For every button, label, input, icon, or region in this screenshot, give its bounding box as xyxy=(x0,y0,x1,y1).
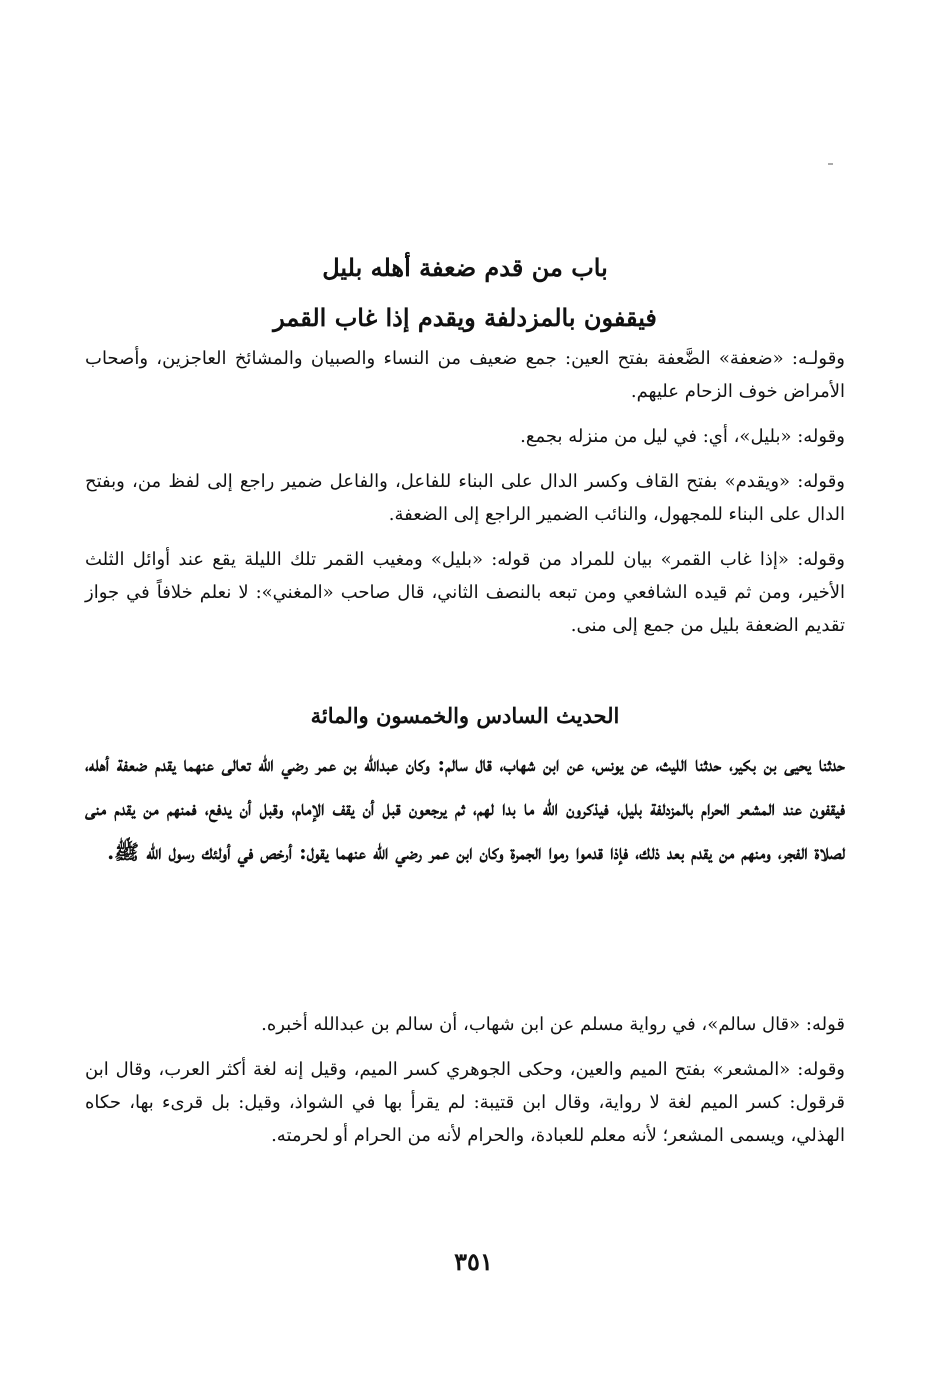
commentary-block-2 xyxy=(85,1008,845,1152)
chapter-title-line2: فيقفون بالمزدلفة ويقدم إذا غاب القمر xyxy=(273,303,657,332)
commentary-paragraph: وقولـه: «ضعفة» الضَّعفة بفتح العين: جمع ضعيف من النساء والصبيان والمشائخ العاجزين، وأصحاب الأمراض خوف الزحام عليهم. xyxy=(85,348,845,402)
commentary-paragraph: وقوله: «بليل»، أي: في ليل من منزله بجمع. xyxy=(520,426,845,447)
hadith-block xyxy=(85,742,845,874)
hadith-heading: الحديث السادس والخمسون والمائة xyxy=(310,703,620,728)
commentary-paragraph: وقوله: «المشعر» بفتح الميم والعين، وحكى الجوهري كسر الميم، وقيل إنه لغة أكثر العرب، وقال ابن قرقول: كسر الميم لغة لا رواية، وقال ابن قتيبة: لم يقرأ بها في الشواذ، وقيل: بل قرىء بها، حكاه الهذلي، ويسمى المشعر؛ لأنه معلم للعبادة، والحرام لأنه من الحرام أو لحرمته. xyxy=(85,1059,845,1146)
commentary-block-1 xyxy=(85,342,845,642)
commentary-paragraph: وقوله: «إذا غاب القمر» بيان للمراد من قوله: «بليل» ومغيب القمر تلك الليلة يقع عند أوائل الثلث الأخير، ومن ثم قيده الشافعي ومن تبعه بالنصف الثاني، قال صاحب «المغني»: لا نعلم خلافاً في جواز تقديم الضعفة بليل من جمع إلى منى. xyxy=(85,549,845,636)
scan-mark xyxy=(828,163,833,165)
commentary-paragraph: وقوله: «ويقدم» بفتح القاف وكسر الدال على البناء للفاعل، والفاعل ضمير راجع إلى لفظ من، وبفتح الدال على البناء للمجهول، والنائب الضمير الراجع إلى الضعفة. xyxy=(85,471,845,525)
page-number: ٣٥١ xyxy=(454,1247,493,1276)
chapter-title-line1: باب من قدم ضعفة أهله بليل xyxy=(322,253,608,282)
hadith-text: حدثنا يحيى بن بكير، حدثنا الليث، عن يونس، عن ابن شهاب، قال سالم: وكان عبدالله بن عمر رضي الله تعالى عنهما يقدم ضعفة أهله، فيقفون عند المشعر الحرام بالمزدلفة بليل، فيذكرون الله ما بدا لهم، ثم يرجعون قبل أن يقف الإمام، وقبل أن يدفع، فمنهم من يقدم منى لصلاة الفجر، ومنهم من يقدم بعد ذلك، فإذا قدموا رموا الجمرة وكان ابن عمر رضي الله عنهما يقول: أرخص في أولئك رسول الله ﷺ. xyxy=(85,752,845,864)
commentary-paragraph: قوله: «قال سالم»، في رواية مسلم عن ابن شهاب، أن سالم بن عبدالله أخبره. xyxy=(261,1014,845,1035)
